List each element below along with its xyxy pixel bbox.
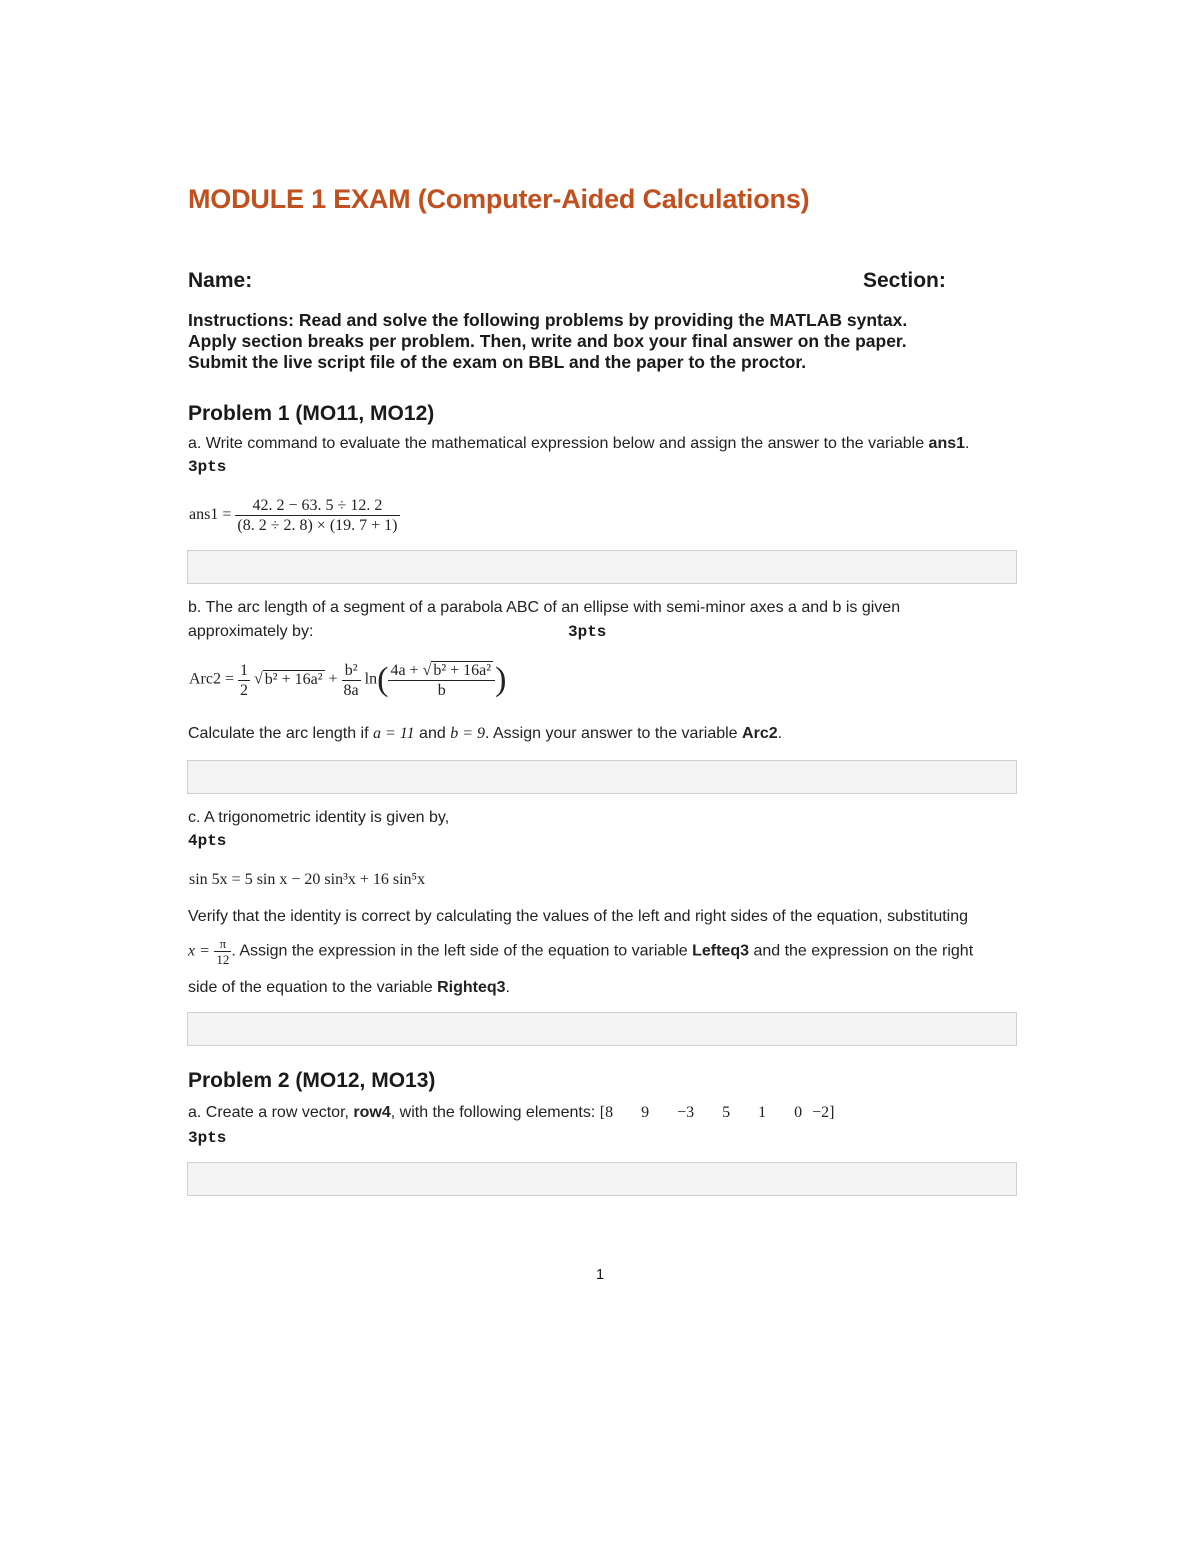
instructions — [188, 310, 1028, 373]
plus: + — [328, 670, 338, 688]
denominator: 2 — [240, 681, 249, 699]
inner-sqrt: b² + 16a² — [433, 661, 492, 679]
problem-1c-assign — [188, 937, 1018, 966]
var-righteq3: Righteq3 — [437, 979, 506, 996]
problem-1b-calc — [188, 722, 1018, 746]
punct: . — [777, 725, 783, 742]
vector-element: [8 — [599, 1104, 614, 1121]
problem-1a-prompt: a. Write command to evaluate the mathematical expression below and assign the answer to the variable — [188, 435, 929, 452]
denominator: b — [437, 681, 446, 699]
problem-1b-line: b. The arc length of a segment of a parabola ABC of an ellipse with semi-minor axes a and b is given — [188, 599, 901, 616]
vector-element: 1 — [758, 1104, 767, 1121]
problem-2-heading: Problem 2 (MO12, MO13) — [188, 1069, 436, 1092]
problem-2a-prompt-2: , with the following elements: — [390, 1104, 600, 1121]
numerator: b² — [342, 662, 361, 681]
answer-box-2a[interactable] — [187, 1162, 1017, 1196]
var-ans1: ans1 — [928, 435, 966, 452]
inner-term: 4a + — [390, 661, 419, 679]
sqrt-sign: √ — [254, 670, 263, 688]
vector-element: 5 — [722, 1104, 731, 1121]
equation-ans1 — [189, 497, 400, 534]
problem-1c-side — [188, 976, 1018, 1000]
vector-element: 9 — [641, 1104, 650, 1121]
exam-title: MODULE 1 EXAM (Computer-Aided Calculations) — [188, 184, 810, 214]
numerator: 4a + √ b² + 16a² — [388, 662, 495, 681]
punct: . — [965, 435, 970, 452]
vector-element: 0 — [794, 1104, 803, 1121]
fraction-inner — [388, 662, 495, 699]
fraction — [235, 497, 399, 534]
answer-box-1a[interactable] — [187, 550, 1017, 584]
a-value: a = 11 — [373, 725, 415, 742]
problem-2a-text — [188, 1101, 1018, 1125]
right-paren: ) — [495, 661, 507, 698]
var-row4: row4 — [353, 1104, 391, 1121]
problem-1a-text — [188, 432, 1018, 456]
vector-element: −3 — [677, 1104, 695, 1121]
equation-identity: sin 5x = 5 sin x − 20 sin³x + 16 sin⁵x — [189, 871, 426, 888]
denominator: 8a — [343, 681, 359, 699]
problem-1-heading: Problem 1 (MO11, MO12) — [188, 402, 435, 425]
points-2a: 3pts — [188, 1129, 227, 1147]
left-paren: ( — [377, 661, 389, 698]
ln: ln — [364, 670, 378, 688]
instructions-line: Instructions: Read and solve the following problems by providing the MATLAB syntax. — [188, 310, 908, 330]
numerator: π — [214, 937, 231, 952]
name-label: Name: — [188, 269, 253, 292]
equation-arc2 — [189, 661, 506, 699]
problem-1c-verify: Verify that the identity is correct by calculating the values of the left and right sides of the equation, substituting — [188, 908, 969, 925]
assign-text: . Assign the expression in the left side of the equation to variable — [231, 942, 693, 960]
points-1a: 3pts — [188, 458, 227, 476]
numerator: 42. 2 − 63. 5 ÷ 12. 2 — [235, 497, 399, 516]
x-lhs: x = — [188, 942, 210, 960]
points-1c: 4pts — [188, 832, 227, 850]
eq-lhs: Arc2 = — [189, 670, 235, 688]
calc-text-2: . Assign your answer to the variable — [485, 725, 743, 742]
problem-1c-text: c. A trigonometric identity is given by, — [188, 809, 450, 826]
fraction-b2-8a — [342, 662, 361, 699]
row-vector — [600, 1104, 835, 1121]
side-text: side of the equation to the variable — [188, 979, 438, 996]
denominator: 12 — [216, 952, 230, 967]
fraction-pi-12 — [214, 937, 231, 966]
problem-1b-line-2: approximately by: — [188, 623, 314, 640]
eq-lhs: ans1 = — [189, 506, 232, 524]
instructions-line: Apply section breaks per problem. Then, write and box your final answer on the paper. — [188, 331, 907, 351]
answer-box-1b[interactable] — [187, 760, 1017, 794]
instructions-line: Submit the live script file of the exam on BBL and the paper to the proctor. — [188, 352, 807, 372]
denominator: (8. 2 ÷ 2. 8) × (19. 7 + 1) — [237, 517, 398, 534]
sqrt-term: b² + 16a² — [264, 670, 323, 688]
punct: . — [505, 979, 510, 996]
problem-2a-prompt: a. Create a row vector, — [188, 1104, 354, 1121]
var-lefteq3: Lefteq3 — [692, 942, 749, 960]
calc-text: Calculate the arc length if — [188, 725, 373, 742]
numerator: 1 — [240, 661, 249, 679]
and-text: and — [414, 725, 451, 742]
answer-box-1c[interactable] — [187, 1012, 1017, 1046]
points-1b: 3pts — [568, 623, 607, 641]
assign-text-2: and the expression on the right — [749, 942, 974, 960]
vector-element: −2] — [812, 1104, 835, 1121]
b-value: b = 9 — [450, 725, 485, 742]
section-label: Section: — [863, 269, 946, 292]
var-arc2: Arc2 — [742, 725, 778, 742]
page-number: 1 — [595, 1266, 605, 1283]
fraction-half — [238, 662, 250, 699]
